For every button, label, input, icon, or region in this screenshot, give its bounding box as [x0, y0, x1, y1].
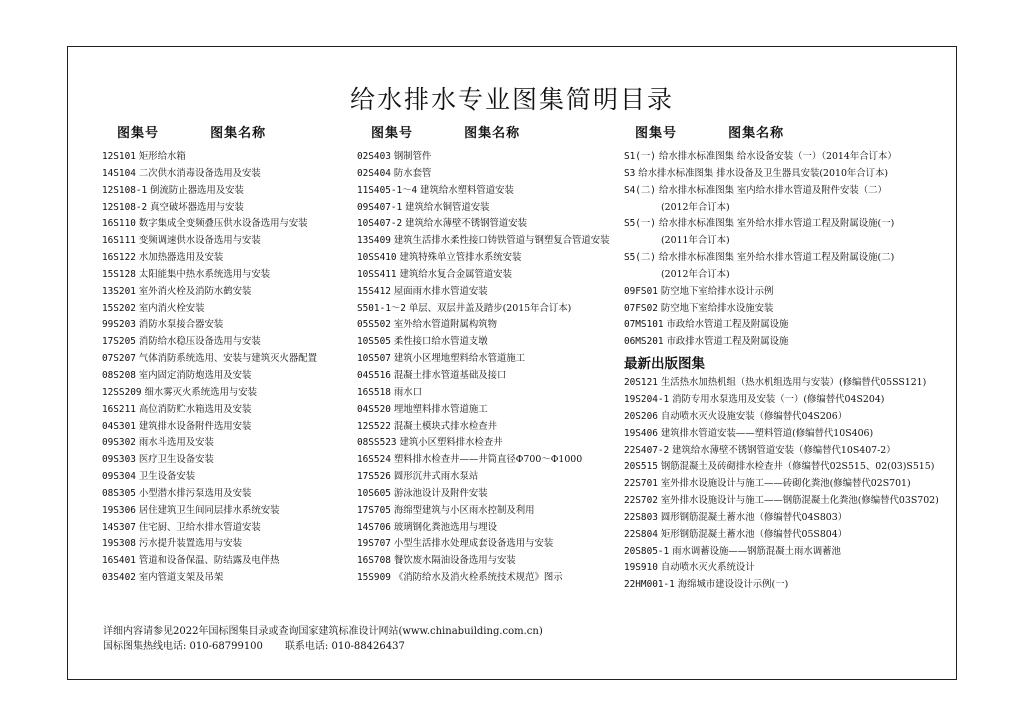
atlas-name: 雨水斗选用及安装 [138, 437, 214, 449]
atlas-name: 建筑排水管道安装——塑料管道(修编替代10S406) [660, 427, 874, 439]
column-header-1 [117, 122, 266, 141]
atlas-entry [357, 520, 610, 537]
atlas-entry [102, 452, 317, 469]
atlas-code: S5(二) [624, 252, 656, 264]
atlas-entry [357, 536, 610, 553]
atlas-code: 13S201 [102, 285, 136, 297]
atlas-entry [357, 183, 610, 200]
atlas-entry [624, 284, 939, 301]
atlas-code: 04S516 [357, 369, 391, 381]
atlas-name: 建筑小区塑料排水检查井 [399, 437, 503, 449]
atlas-entry [357, 553, 610, 570]
atlas-code: 16S401 [102, 555, 136, 567]
atlas-entry [102, 200, 317, 217]
atlas-code: 22S701 [624, 478, 658, 490]
atlas-name: 给水排水标准图集 给水设备安装（一）（2014年合订本） [658, 151, 897, 162]
atlas-entry-continuation: (2011年合订本) [661, 235, 730, 247]
atlas-name: 建筑给水塑料管道安装 [420, 184, 514, 196]
atlas-entry [357, 200, 610, 217]
atlas-name: 雨水口 [393, 386, 422, 398]
atlas-entry [357, 166, 610, 183]
atlas-entry [102, 301, 317, 318]
atlas-code: 16S518 [357, 386, 391, 398]
atlas-name: 混凝土排水管道基础及接口 [393, 369, 507, 381]
atlas-code: 16S122 [102, 252, 136, 264]
atlas-name: 给水排水标准图集 室内给水排水管道及附件安装（二） [658, 184, 887, 196]
footer-hotline: 国标图集热线电话: 010-68799100 [103, 641, 263, 652]
atlas-name: 室内固定消防炮选用及安装 [138, 369, 252, 381]
atlas-entry [102, 284, 317, 301]
atlas-code: 19S707 [357, 538, 391, 550]
atlas-entry [102, 183, 317, 200]
atlas-name: 给水排水标准图集 室外给水排水管道工程及附属设施(二) [658, 252, 895, 264]
atlas-name: 餐饮废水隔油设备选用与安装 [393, 555, 516, 567]
atlas-code: 15S128 [102, 268, 136, 280]
atlas-name: 生活热水加热机组（热水机组选用与安装）(修编替代05SS121) [660, 377, 927, 389]
atlas-code: 20S121 [624, 377, 658, 389]
atlas-code: 19S910 [624, 562, 658, 574]
atlas-name: 二次供水消毒设备选用及安装 [138, 167, 261, 179]
atlas-entry [102, 520, 317, 537]
atlas-code: 05S502 [357, 319, 391, 331]
atlas-code: 09FS01 [624, 285, 658, 297]
atlas-name: 混凝土模块式排水检查井 [393, 420, 497, 432]
atlas-entry [357, 503, 610, 520]
atlas-name: 消防专用水泵选用及安装（一）(修编替代04S204) [672, 393, 885, 405]
atlas-entry [624, 426, 939, 443]
atlas-entry [357, 149, 610, 166]
atlas-code: 17S205 [102, 336, 136, 348]
atlas-code: 16S524 [357, 454, 391, 466]
atlas-code: 10SS410 [357, 252, 397, 264]
atlas-code: 09S304 [102, 471, 136, 483]
atlas-code: 22S702 [624, 495, 658, 507]
atlas-name: 单层、双层井盖及踏步(2015年合订本) [408, 302, 572, 314]
atlas-entry [357, 435, 610, 452]
atlas-code: 02S404 [357, 167, 391, 179]
atlas-name: 室外消火栓及消防水鹤安装 [138, 285, 252, 297]
atlas-code: 16S211 [102, 403, 136, 415]
atlas-entry [102, 351, 317, 368]
atlas-name: 室外给水管道附属构筑物 [393, 319, 497, 331]
atlas-name: 水加热器选用及安装 [138, 252, 224, 264]
atlas-entry [624, 409, 939, 426]
atlas-name: 屋面雨水排水管道安装 [393, 285, 488, 297]
atlas-code: 22HM001-1 [624, 579, 675, 591]
atlas-code: 14S307 [102, 521, 136, 533]
atlas-entry [102, 166, 317, 183]
atlas-entry [357, 317, 610, 334]
page-title: 给水排水专业图集简明目录 [349, 85, 674, 114]
atlas-name: 细水雾灭火系统选用与安装 [144, 386, 258, 398]
atlas-name: 建筑生活排水柔性接口铸铁管道与钢塑复合管道安装 [393, 235, 610, 247]
footer-phones [103, 639, 543, 654]
atlas-name: 建筑给水薄壁不锈钢管道安装 [405, 218, 528, 230]
atlas-code: S3 [624, 167, 636, 179]
atlas-code: S5(一) [624, 218, 656, 230]
atlas-entry [102, 503, 317, 520]
atlas-entry [624, 301, 939, 318]
atlas-entry-continuation: (2012年合订本) [661, 201, 730, 213]
atlas-name: 雨水调蓄设施——钢筋混凝土雨水调蓄池 [672, 545, 841, 557]
atlas-code: 99S203 [102, 319, 136, 331]
atlas-entry [102, 570, 317, 587]
atlas-entry [357, 233, 610, 250]
header-code: 图集号 [635, 126, 678, 141]
atlas-entry [102, 267, 317, 284]
atlas-code: 16S110 [102, 218, 136, 230]
atlas-name: 气体消防系统选用、安装与建筑灭火器配置 [138, 353, 317, 365]
atlas-entry [102, 149, 317, 166]
atlas-entry [624, 250, 939, 267]
atlas-code: 15S412 [357, 285, 391, 297]
atlas-code: S4(二) [624, 184, 656, 196]
atlas-name: 游泳池设计及附件安装 [393, 487, 488, 499]
atlas-code: 20S515 [624, 461, 658, 473]
atlas-code: 08SS523 [357, 437, 397, 449]
atlas-code: 09S302 [102, 437, 136, 449]
atlas-name: 数字集成全变频叠压供水设备选用与安装 [138, 218, 308, 230]
atlas-name: 居住建筑卫生间同层排水系统安装 [138, 504, 280, 516]
atlas-entry [102, 419, 317, 436]
atlas-name: 钢筋混凝土及砖砌排水检查井（修编替代02S515、02(03)S515) [660, 461, 935, 473]
atlas-entry [624, 510, 939, 527]
atlas-code: S501-1～2 [357, 302, 406, 314]
header-name: 图集名称 [210, 126, 267, 141]
atlas-code: 19S204-1 [624, 393, 670, 405]
atlas-name: 防空地下室给排水设计示例 [660, 285, 774, 297]
atlas-name: 塑料排水检查井——井筒直径Φ700～Φ1000 [393, 454, 583, 466]
footer [103, 624, 543, 654]
atlas-name: 住宅厨、卫给水排水管道安装 [138, 521, 261, 533]
atlas-name: 海绵城市建设设计示例(一) [677, 579, 789, 591]
atlas-name: 室外排水设施设计与施工——钢筋混凝土化粪池(修编替代03S702) [660, 495, 939, 507]
header-code: 图集号 [371, 126, 414, 141]
atlas-code: 09S407-1 [357, 201, 403, 213]
header-code: 图集号 [117, 126, 160, 141]
atlas-code: 10S505 [357, 336, 391, 348]
atlas-entry [357, 250, 610, 267]
atlas-name: 管道和设备保温、防结露及电伴热 [138, 555, 280, 567]
atlas-list-new [624, 375, 939, 594]
atlas-entry [102, 233, 317, 250]
atlas-code: 10S507 [357, 353, 391, 365]
atlas-code: 16S708 [357, 555, 391, 567]
atlas-entry [357, 385, 610, 402]
atlas-entry [624, 392, 939, 409]
atlas-code: 11S405-1～4 [357, 184, 418, 196]
atlas-entry [624, 317, 939, 334]
atlas-entry [102, 469, 317, 486]
atlas-code: 04S301 [102, 420, 136, 432]
atlas-entry [357, 452, 610, 469]
atlas-column-2 [357, 149, 610, 587]
atlas-code: 12S101 [102, 151, 136, 162]
atlas-name: 《消防给水及消火栓系统技术规范》图示 [393, 572, 563, 584]
atlas-name: 高位消防贮水箱选用及安装 [138, 403, 252, 415]
atlas-code: 22S407-2 [624, 444, 670, 456]
atlas-entry [357, 402, 610, 419]
atlas-entry [102, 435, 317, 452]
atlas-code: 08S208 [102, 369, 136, 381]
header-name: 图集名称 [464, 126, 521, 141]
atlas-name: 建筑给水薄壁不锈钢管道安装（修编替代10S407-2） [672, 444, 896, 456]
atlas-name: 海绵型建筑与小区雨水控制及利用 [393, 504, 535, 516]
atlas-entry [357, 216, 610, 233]
atlas-name: 圆形沉井式雨水泵站 [393, 471, 479, 483]
atlas-name: 医疗卫生设备安装 [138, 454, 214, 466]
atlas-name: 太阳能集中热水系统选用与安装 [138, 268, 271, 280]
atlas-entry [357, 419, 610, 436]
atlas-entry [624, 166, 939, 183]
atlas-entry [102, 317, 317, 334]
atlas-column-3 [624, 149, 939, 594]
atlas-name: 建筑给水复合金属管道安装 [399, 268, 513, 280]
atlas-entry [102, 385, 317, 402]
atlas-name: 市政排水管道工程及附属设施 [666, 336, 789, 348]
atlas-code: 17S526 [357, 471, 391, 483]
atlas-name: 小型潜水排污泵选用及安装 [138, 487, 252, 499]
atlas-name: 倒流防止器选用及安装 [150, 184, 244, 196]
atlas-name: 变频调速供水设备选用与安装 [138, 235, 261, 247]
atlas-code: 15S909 [357, 572, 391, 584]
atlas-name: 给水排水标准图集 室外给水排水管道工程及附属设施(一) [658, 218, 895, 230]
atlas-name: 市政给水管道工程及附属设施 [666, 319, 789, 331]
atlas-code: 09S303 [102, 454, 136, 466]
column-header-2 [371, 122, 520, 141]
atlas-code: 12S108-2 [102, 201, 148, 213]
atlas-entry [102, 553, 317, 570]
atlas-entry [357, 570, 610, 587]
atlas-name: 室外排水设施设计与施工——砖砌化粪池(修编替代02S701) [660, 478, 911, 490]
atlas-name: 污水提升装置选用与安装 [138, 538, 242, 550]
atlas-code: 12S108-1 [102, 184, 148, 196]
atlas-code: 13S409 [357, 235, 391, 247]
atlas-entry [624, 216, 939, 233]
atlas-code: 15S202 [102, 302, 136, 314]
atlas-code: 17S705 [357, 504, 391, 516]
atlas-code: 03S402 [102, 572, 136, 584]
atlas-code: 12S522 [357, 420, 391, 432]
atlas-name: 防水套管 [393, 167, 432, 179]
header-name: 图集名称 [728, 126, 785, 141]
atlas-name: 消防给水稳压设备选用与安装 [138, 336, 261, 348]
atlas-code: 07MS101 [624, 319, 664, 331]
atlas-code: 22S803 [624, 511, 658, 523]
atlas-name: 室内管道支架及吊架 [138, 572, 224, 584]
atlas-name: 消防水泵接合器安装 [138, 319, 224, 331]
atlas-code: 07FS02 [624, 302, 658, 314]
atlas-entry [102, 368, 317, 385]
atlas-entry [624, 459, 939, 476]
atlas-entry [624, 527, 939, 544]
atlas-entry [357, 284, 610, 301]
atlas-code: 22S804 [624, 528, 658, 540]
atlas-name: 矩形钢筋混凝土蓄水池（修编替代05S804） [660, 528, 848, 540]
atlas-code: 10S407-2 [357, 218, 403, 230]
atlas-code: 04S520 [357, 403, 391, 415]
atlas-entry [357, 334, 610, 351]
atlas-code: 12SS209 [102, 386, 142, 398]
atlas-entry [624, 183, 939, 200]
atlas-name: 自动喷水灭火系统设计 [660, 562, 755, 574]
atlas-entry [357, 301, 610, 318]
atlas-entry [102, 216, 317, 233]
atlas-entry [102, 536, 317, 553]
atlas-entry [357, 267, 610, 284]
atlas-entry [102, 486, 317, 503]
atlas-code: 08S305 [102, 487, 136, 499]
atlas-entry [102, 402, 317, 419]
footer-notice: 详细内容请参见2022年国标图集目录或查询国家建筑标准设计网站(www.chinabuilding.com.cn) [103, 626, 543, 637]
atlas-name: 建筑排水设备附件选用安装 [138, 420, 252, 432]
atlas-code: 16S111 [102, 235, 136, 247]
atlas-name: 建筑给水铜管道安装 [405, 201, 490, 213]
atlas-entry [624, 334, 939, 351]
atlas-code: 10SS411 [357, 268, 397, 280]
atlas-column-1 [102, 149, 317, 587]
atlas-code: 07S207 [102, 353, 136, 365]
atlas-code: S1(一) [624, 151, 656, 162]
column-header-3 [635, 122, 784, 141]
atlas-name: 小型生活排水处理成套设备选用与安装 [393, 538, 554, 550]
atlas-name: 圆形钢筋混凝土蓄水池（修编替代04S803） [660, 511, 848, 523]
atlas-code: 20S206 [624, 410, 658, 422]
atlas-entry-continuation: (2012年合订本) [661, 268, 730, 280]
atlas-entry [357, 351, 610, 368]
atlas-entry [357, 469, 610, 486]
atlas-entry [624, 149, 939, 166]
atlas-entry [102, 250, 317, 267]
atlas-name: 卫生设备安装 [138, 471, 196, 483]
atlas-code: 10S605 [357, 487, 391, 499]
atlas-name: 室内消火栓安装 [138, 302, 205, 314]
atlas-entry [624, 375, 939, 392]
atlas-name: 柔性接口给水管道支墩 [393, 336, 488, 348]
atlas-name: 钢制管件 [393, 151, 432, 162]
atlas-code: 14S104 [102, 167, 136, 179]
atlas-name: 玻璃钢化粪池选用与埋设 [393, 521, 497, 533]
atlas-code: 20S805-1 [624, 545, 670, 557]
atlas-name: 建筑小区埋地塑料给水管道施工 [393, 353, 526, 365]
new-releases-title: 最新出版图集 [624, 356, 705, 373]
atlas-entry [357, 368, 610, 385]
atlas-name: 矩形给水箱 [138, 151, 186, 162]
atlas-entry [102, 334, 317, 351]
atlas-name: 防空地下室给排水设施安装 [660, 302, 774, 314]
atlas-entry [624, 560, 939, 577]
atlas-entry [624, 544, 939, 561]
atlas-name: 真空破坏器选用与安装 [150, 201, 244, 213]
atlas-entry [357, 486, 610, 503]
atlas-name: 埋地塑料排水管道施工 [393, 403, 488, 415]
atlas-name: 自动喷水灭火设施安装（修编替代04S206） [660, 410, 848, 422]
atlas-name: 建筑特殊单立管排水系统安装 [399, 252, 522, 264]
footer-contact: 联系电话: 010-88426437 [284, 641, 405, 652]
atlas-code: 06MS201 [624, 336, 664, 348]
atlas-code: 19S306 [102, 504, 136, 516]
atlas-entry [624, 443, 939, 460]
atlas-code: 19S406 [624, 427, 658, 439]
atlas-entry [624, 476, 939, 493]
atlas-entry [624, 493, 939, 510]
atlas-code: 14S706 [357, 521, 391, 533]
atlas-code: 19S308 [102, 538, 136, 550]
atlas-list-standard [624, 149, 939, 351]
atlas-entry [624, 577, 939, 594]
atlas-code: 02S403 [357, 151, 391, 162]
atlas-name: 给水排水标准图集 排水设备及卫生器具安装(2010年合订本) [638, 167, 889, 179]
